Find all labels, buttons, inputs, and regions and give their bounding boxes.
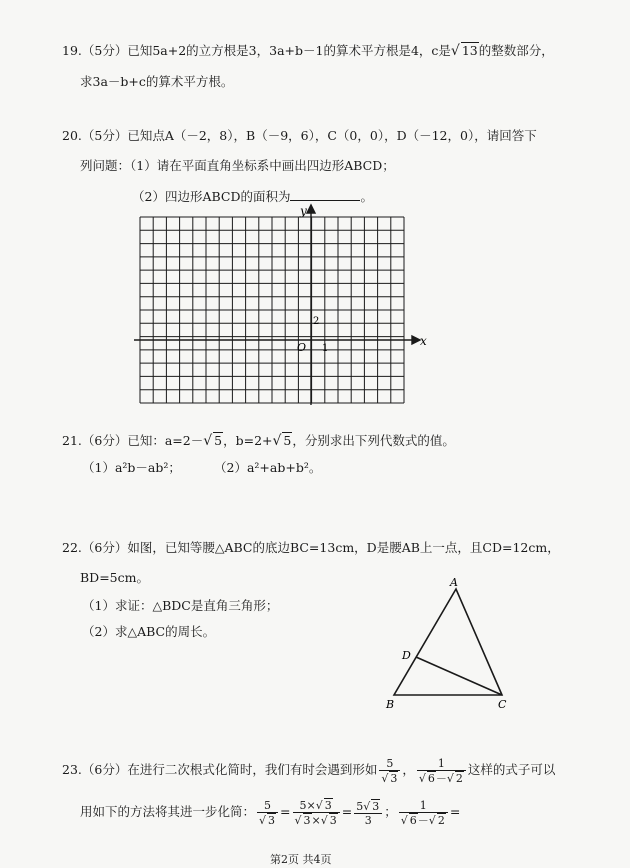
sqrt-icon: √ xyxy=(446,771,454,785)
x-axis-label: x xyxy=(420,334,427,348)
q19-radicand: 13 xyxy=(461,43,478,58)
q23-line2: 用如下的方法将其进一步化简： $\frac{5}{√ 3}$ = $\frac{5\times√ 3}{√ 3\times√ 3}$ = $\frac{5√ 3}{3}$ ； $\frac{1}{√ 6-√ 2}$ = xyxy=(80,798,461,827)
segment-cd xyxy=(416,657,502,695)
triangle-figure xyxy=(380,575,520,715)
label-d: D xyxy=(402,649,411,662)
q22-part2: （2）求△ABC的周长。 xyxy=(82,624,216,639)
fraction-5sqrt3-over-3: $\frac{5√ 3}{3}$ xyxy=(354,799,382,827)
q22-line2: BD=5cm。 xyxy=(80,570,149,585)
q21-line1: 21.（6分）已知：a=2－√ 5，b=2+√ 5，分别求出下列代数式的值。 xyxy=(62,433,455,449)
fraction-5-over-sqrt3: $\frac{5}{√ 3}$ xyxy=(379,757,400,785)
coordinate-grid xyxy=(132,203,432,408)
y-axis-arrow-icon xyxy=(307,205,315,213)
q19-line2: 求3a－b+c的算术平方根。 xyxy=(80,74,234,89)
q20-line3: （2）四边形ABCD的面积为 。 xyxy=(132,189,373,204)
label-b: B xyxy=(386,698,395,711)
fraction-1-over-sqrt6-minus-sqrt2-b: $\frac{1}{√ 6-√ 2}$ xyxy=(399,799,448,827)
sqrt-icon: √ xyxy=(450,43,460,59)
sqrt-icon: √ xyxy=(315,799,323,812)
q21-part1: （1）a²b－ab²； xyxy=(82,460,181,475)
triangle-abc xyxy=(394,589,502,695)
sqrt-icon: √ xyxy=(272,433,282,449)
sqrt-icon: √ xyxy=(381,771,389,785)
label-a: A xyxy=(450,576,458,589)
sqrt-icon: √ xyxy=(428,813,436,827)
q19-line1: 19.（5分）已知5a+2的立方根是3，3a+b－1的算术平方根是4，c是√ 13的整数部分， xyxy=(62,43,554,59)
sqrt-icon: √ xyxy=(203,433,213,449)
sqrt-icon: √ xyxy=(259,813,267,827)
x-axis-arrow-icon xyxy=(412,336,420,344)
fraction-expanded: $\frac{5\times√ 3}{√ 3\times√ 3}$ xyxy=(293,798,340,827)
label-c: C xyxy=(498,698,507,711)
q20-line1: 20.（5分）已知点A（－2，8），B（－9，6），C（0，0），D（－12，0），请回答下 xyxy=(62,128,537,143)
q23-line1: 23.（6分）在进行二次根式化简时，我们有时会遇到形如 $\frac{5}{√ 3}$ ， $\frac{1}{√ 6-√ 2}$ 这样的式子可以 xyxy=(62,756,556,785)
sqrt-icon: √ xyxy=(363,799,371,813)
x-tick-label: 1 xyxy=(322,343,329,354)
fraction-5-over-sqrt3-b: $\frac{5}{√ 3}$ xyxy=(257,799,278,827)
page-footer: 第2页 共4页 xyxy=(270,853,332,866)
y-tick-label: 2 xyxy=(313,316,320,327)
q20-line2: 列问题：（1）请在平面直角坐标系中画出四边形ABCD； xyxy=(80,158,395,173)
sqrt-icon: √ xyxy=(418,771,426,785)
sqrt-icon: √ xyxy=(320,814,328,827)
sqrt-icon: √ xyxy=(400,813,408,827)
q22-part1: （1）求证：△BDC是直角三角形； xyxy=(82,598,279,613)
answer-blank[interactable] xyxy=(290,188,360,201)
q22-line1: 22.（6分）如图，已知等腰△ABC的底边BC=13cm，D是腰AB上一点，且CD=12cm， xyxy=(62,540,560,555)
origin-label: O xyxy=(297,341,307,354)
fraction-1-over-sqrt6-minus-sqrt2: $\frac{1}{√ 6-√ 2}$ xyxy=(417,757,466,785)
sqrt-icon: √ xyxy=(294,814,302,827)
y-axis-label: y xyxy=(300,204,307,218)
q21-part2: （2）a²+ab+b²。 xyxy=(214,460,322,475)
